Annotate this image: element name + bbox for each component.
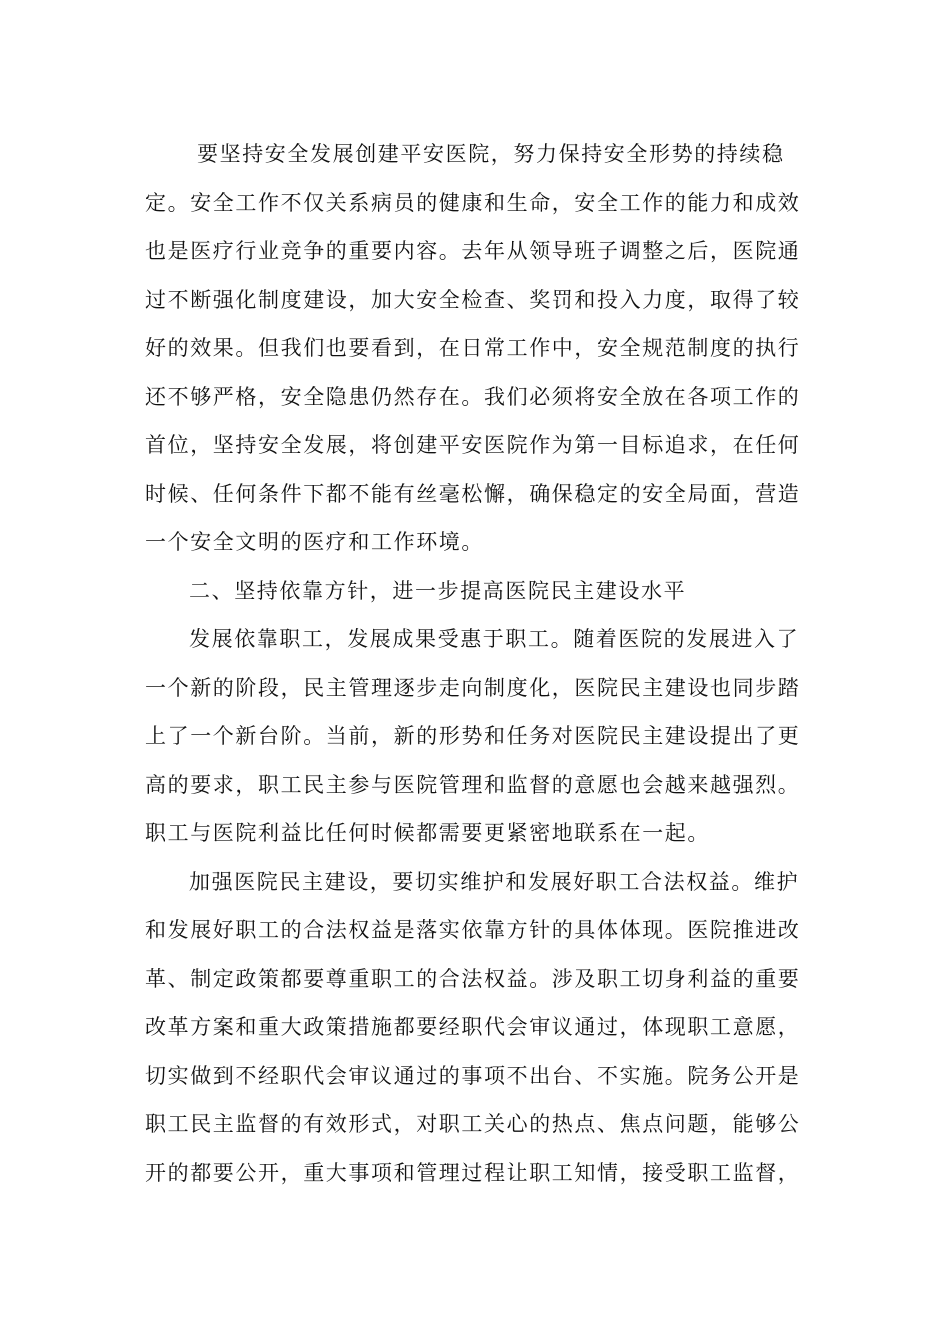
text-line: 好的效果。但我们也要看到，在日常工作中，安全规范制度的执行 <box>145 336 801 360</box>
text-line: 要坚持安全发展创建平安医院，努力保持安全形势的持续稳 <box>197 142 785 166</box>
text-line: 和发展好职工的合法权益是落实依靠方针的具体体现。医院推进改 <box>145 918 801 942</box>
paragraph-safety <box>145 130 805 567</box>
section-heading <box>145 567 805 616</box>
text-line: 一个新的阶段，民主管理逐步走向制度化，医院民主建设也同步踏 <box>145 675 801 700</box>
paragraph-democracy <box>145 858 805 1198</box>
text-line: 改革方案和重大政策措施都要经职代会审议通过，体现职工意愿， <box>145 1015 801 1039</box>
text-line: 定。安全工作不仅关系病员的健康和生命，安全工作的能力和成效 <box>145 190 801 215</box>
text-line: 上了一个新台阶。当前，新的形势和任务对医院民主建设提出了更 <box>145 724 801 748</box>
paragraph-employees <box>145 615 805 858</box>
text-line: 首位，坚持安全发展，将创建平安医院作为第一目标追求，在任何 <box>145 433 801 457</box>
text-line: 切实做到不经职代会审议通过的事项不出台、不实施。院务公开是 <box>145 1063 801 1088</box>
text-line: 一个安全文明的医疗和工作环境。 <box>145 530 484 554</box>
text-line: 发展依靠职工，发展成果受惠于职工。随着医院的发展进入了 <box>189 627 800 651</box>
text-line: 也是医疗行业竞争的重要内容。去年从领导班子调整之后，医院通 <box>145 239 801 263</box>
section-heading-text: 二、坚持依靠方针，进一步提高医院民主建设水平 <box>189 578 687 603</box>
text-line: 还不够严格，安全隐患仍然存在。我们必须将安全放在各项工作的 <box>145 384 801 409</box>
text-line: 职工与医院利益比任何时候都需要更紧密地联系在一起。 <box>145 821 710 845</box>
text-line: 高的要求，职工民主参与医院管理和监督的意愿也会越来越强烈。 <box>145 772 801 797</box>
text-line: 革、制定政策都要尊重职工的合法权益。涉及职工切身利益的重要 <box>145 966 801 991</box>
text-line: 过不断强化制度建设，加大安全检查、奖罚和投入力度，取得了较 <box>145 287 801 312</box>
text-line: 时候、任何条件下都不能有丝毫松懈，确保稳定的安全局面，营造 <box>145 481 801 506</box>
document-body <box>145 130 805 1197</box>
text-line: 加强医院民主建设，要切实维护和发展好职工合法权益。维护 <box>189 869 800 894</box>
text-line: 开的都要公开，重大事项和管理过程让职工知情，接受职工监督， <box>145 1160 801 1185</box>
text-line: 职工民主监督的有效形式，对职工关心的热点、焦点问题，能够公 <box>145 1112 801 1136</box>
